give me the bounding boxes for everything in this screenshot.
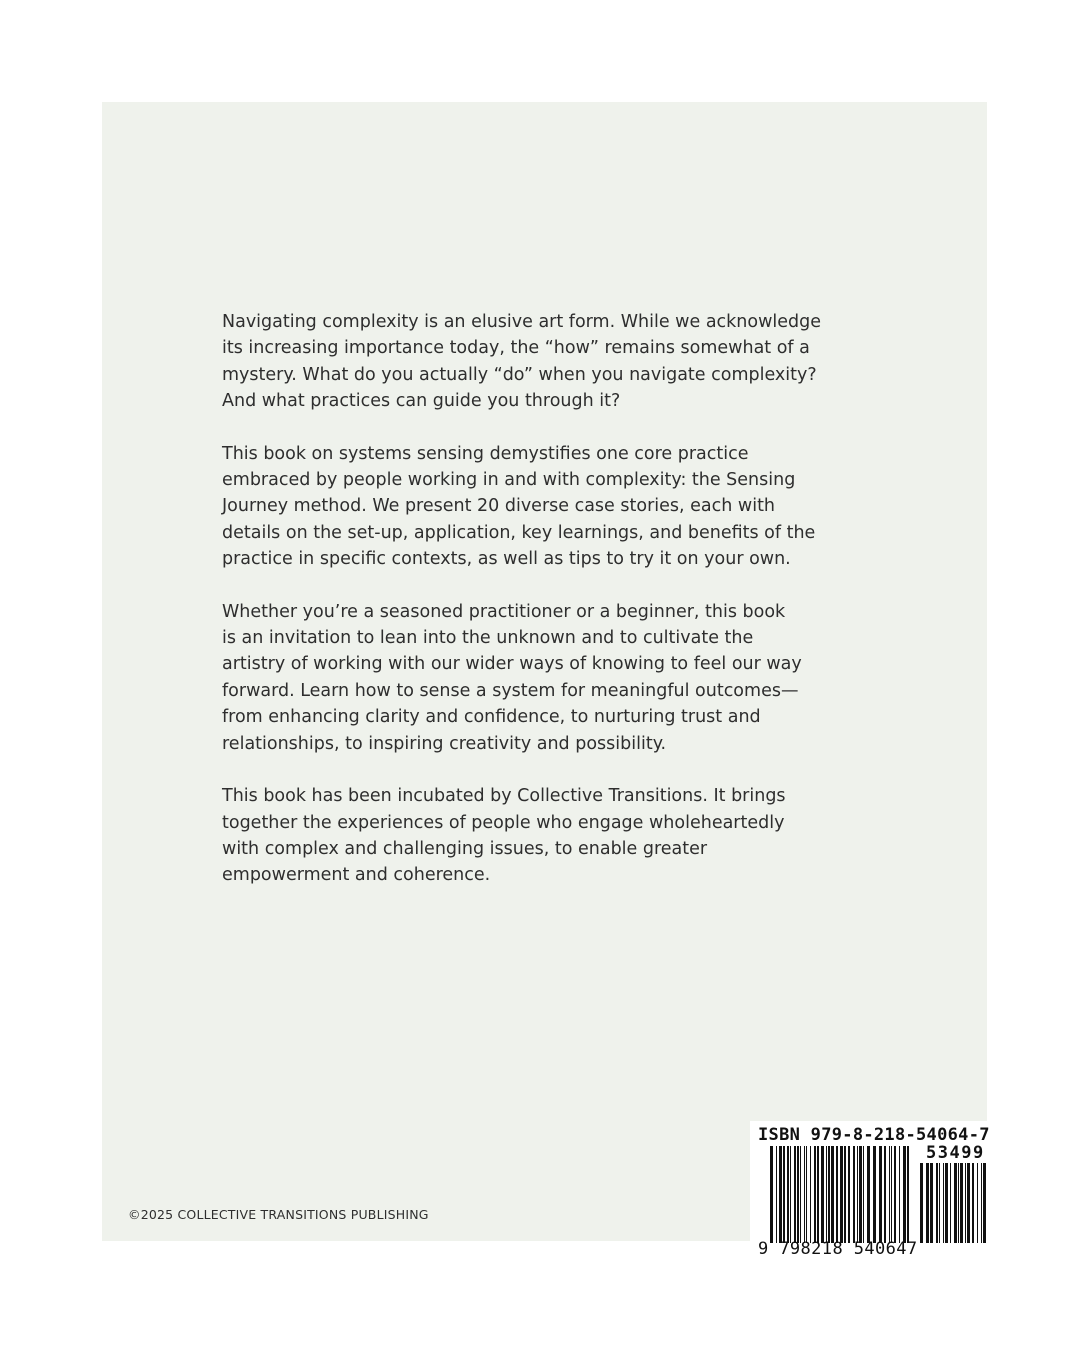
blurb-paragraph-3: Whether you’re a seasoned practitioner or a beginner, this book is an invitation to lean into the unknown and to cultivate the artistry of working with our wider ways of knowing to feel our way forward. Learn how to sense a system for meaningful outcomes— from enhancing clarity and confidence, to nurturing trust and relationships, to inspiring creativity and possibility. (222, 601, 802, 754)
barcode-bar (873, 1146, 876, 1243)
barcode-bar (879, 1146, 882, 1243)
barcode-bar (965, 1163, 966, 1243)
barcode-bar (826, 1146, 827, 1243)
barcode-bar (891, 1146, 892, 1243)
barcode-bar (776, 1146, 777, 1243)
barcode-bar (950, 1163, 951, 1243)
barcode-bar (859, 1146, 862, 1243)
barcode-bar (920, 1163, 923, 1243)
copyright-notice: ©2025 COLLECTIVE TRANSITIONS PUBLISHING (128, 1207, 429, 1222)
barcode-bar (797, 1146, 799, 1243)
barcode-bar (972, 1163, 974, 1243)
barcode-bar (981, 1163, 982, 1243)
barcode-bar (907, 1146, 909, 1243)
barcode-bar (926, 1163, 929, 1243)
barcode-bar (794, 1146, 796, 1243)
barcode-bar (967, 1163, 970, 1243)
isbn-barcode (750, 1121, 990, 1261)
barcode-bar (783, 1146, 785, 1243)
ean-bars (770, 1146, 909, 1243)
addon-bars (920, 1163, 986, 1243)
barcode-bar (943, 1163, 944, 1243)
barcode-bar (863, 1146, 864, 1243)
barcode-bar (821, 1146, 824, 1243)
barcode-bar (958, 1163, 959, 1243)
ean-digits: 9 798218 540647 (758, 1239, 918, 1259)
barcode-bar (770, 1146, 773, 1243)
barcode-bar (844, 1146, 846, 1243)
barcode-bar (867, 1146, 870, 1243)
barcode-bar (828, 1146, 830, 1243)
barcode-bar (889, 1146, 890, 1243)
barcode-bar (840, 1146, 843, 1243)
barcode-bar (857, 1146, 858, 1243)
barcode-bar (787, 1146, 789, 1243)
barcode-bar (960, 1163, 963, 1243)
barcode-bar (804, 1146, 805, 1243)
barcode-bar (790, 1146, 791, 1243)
barcode-bar (945, 1163, 948, 1243)
barcode-bar (954, 1163, 957, 1243)
barcode-bar (930, 1163, 933, 1243)
barcode-bar (810, 1146, 811, 1243)
blurb-paragraph-1: Navigating complexity is an elusive art form. While we acknowledge its increasing importance today, the “how” remains somewhat of a mystery. What do you actually “do” when you navigate complexity? And what practices can guide you through it? (222, 312, 822, 412)
barcode-bar (939, 1163, 940, 1243)
barcode-bar (903, 1146, 906, 1243)
price-addon-code: 53499 (926, 1143, 985, 1163)
barcode-bar (884, 1146, 886, 1243)
barcode-bar (836, 1146, 838, 1243)
blurb-paragraph-2: This book on systems sensing demystifies one core practice embraced by people working in and with complexity: the Sensing Journey method. We present 20 diverse case stories, each with details on the set-up, application, key learnings, and benefits of the practice in specific contexts, as well as tips to try it on your own. (222, 443, 816, 570)
barcode-bar (831, 1146, 834, 1243)
barcode-bar (894, 1146, 896, 1243)
barcode-bar (977, 1163, 978, 1243)
barcode-bar (817, 1146, 819, 1243)
barcode-bar (848, 1146, 850, 1243)
barcode-bar (779, 1146, 782, 1243)
barcode-bar (814, 1146, 816, 1243)
barcode-bar (899, 1146, 900, 1243)
barcode-bar (806, 1146, 807, 1243)
barcode-bar (983, 1163, 986, 1243)
isbn-label: ISBN 979-8-218-54064-7 (758, 1125, 990, 1145)
barcode-bar (800, 1146, 801, 1243)
blurb-paragraph-4: This book has been incubated by Collective Transitions. It brings together the experiences of people who engage wholeheartedly with complex and challenging issues, to enable greater empowerment and coherence. (222, 786, 786, 886)
barcode-bar (936, 1163, 938, 1243)
cover-blurb (222, 309, 902, 915)
back-cover (102, 102, 987, 1241)
barcode-bar (853, 1146, 855, 1243)
